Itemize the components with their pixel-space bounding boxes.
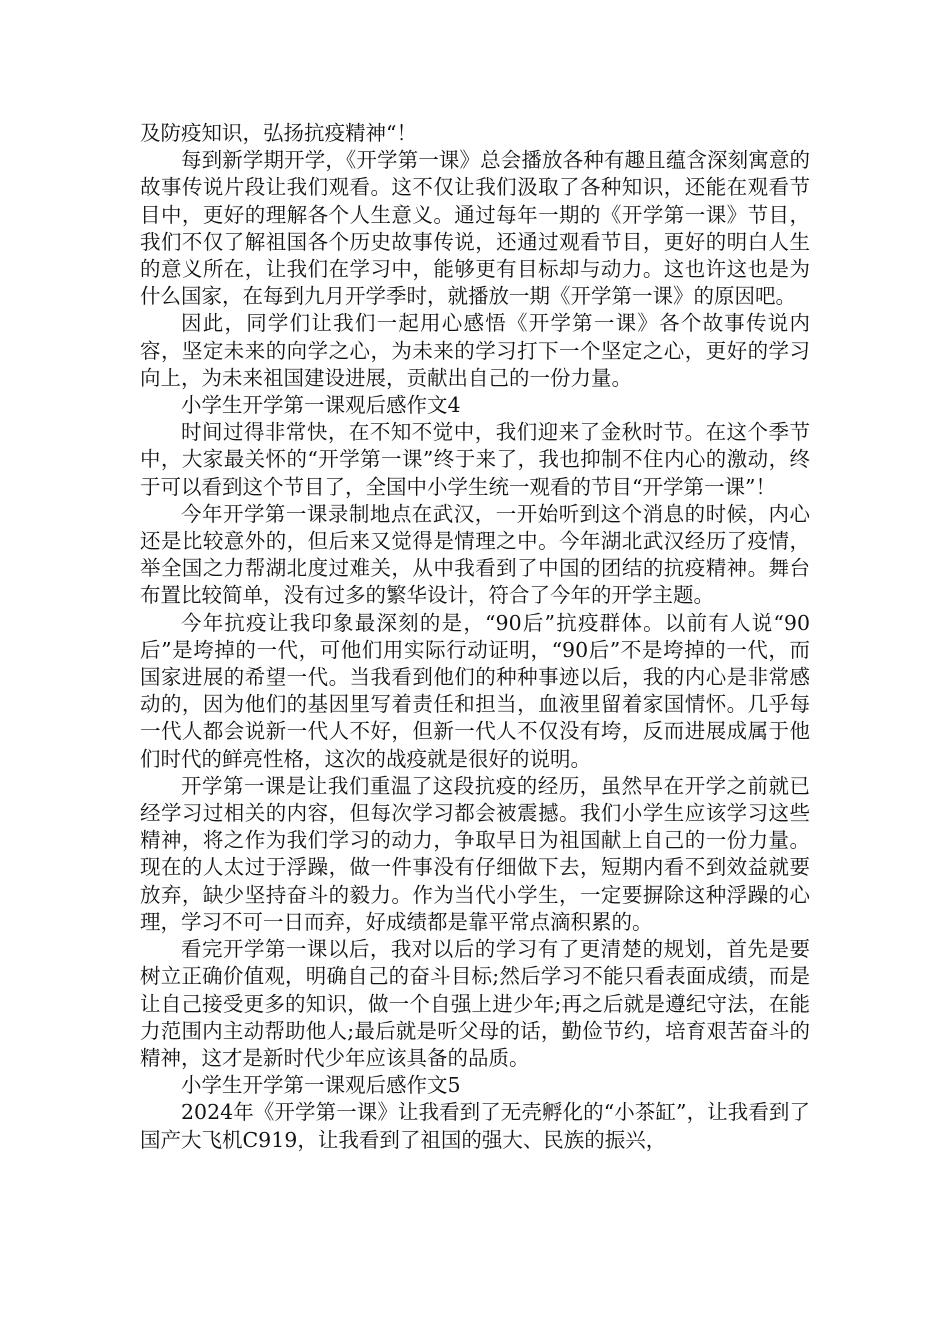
- document-page: [140, 120, 810, 1154]
- paragraph-5: 时间过得非常快，在不知不觉中，我们迎来了金秋时节。在这个季节中，大家最关怀的“开学第一课”终于来了，我也抑制不住内心的激动，终于可以看到这个节目了，全国中小学生统一观看的节目“开学第一课”！: [140, 420, 810, 499]
- paragraph-9: 看完开学第一课以后，我对以后的学习有了更清楚的规划，首先是要树立正确价值观，明确自己的奋斗目标;然后学习不能只看表面成绩，而是让自己接受更多的知识，做一个自强上进少年;再之后就是遵纪守法，在能力范围内主动帮助他人;最后就是听父母的话，勤俭节约，培育艰苦奋斗的精神，这才是新时代少年应该具备的品质。: [140, 937, 810, 1070]
- paragraph-6: 今年开学第一课录制地点在武汉，一开始听到这个消息的时候，内心还是比较意外的，但后来又觉得是情理之中。今年湖北武汉经历了疫情，举全国之力帮湖北度过难关，从中我看到了中国的团结的抗疫精神。舞台布置比较简单，没有过多的繁华设计，符合了今年的开学主题。: [140, 501, 810, 608]
- paragraph-8: 开学第一课是让我们重温了这段抗疫的经历，虽然早在开学之前就已经学习过相关的内容，但每次学习都会被震撼。我们小学生应该学习这些精神，将之作为我们学习的动力，争取早日为祖国献上自己的一份力量。现在的人太过于浮躁，做一件事没有仔细做下去，短期内看不到效益就要放弃，缺少坚持奋斗的毅力。作为当代小学生，一定要摒除这种浮躁的心理，学习不可一日而弃，好成绩都是靠平常点滴积累的。: [140, 773, 810, 934]
- paragraph-2: 每到新学期开学，《开学第一课》总会播放各种有趣且蕴含深刻寓意的故事传说片段让我们观看。这不仅让我们汲取了各种知识，还能在观看节目中，更好的理解各个人生意义。通过每年一期的《开学第一课》节目，我们不仅了解祖国各个历史故事传说，还通过观看节目，更好的明白人生的意义所在，让我们在学习中，能够更有目标却与动力。这也许这也是为什么国家，在每到九月开学季时，就播放一期《开学第一课》的原因吧。: [140, 148, 810, 309]
- section-heading-4: 小学生开学第一课观后感作文4: [181, 393, 461, 418]
- paragraph-3: 因此，同学们让我们一起用心感悟《开学第一课》各个故事传说内容，坚定未来的向学之心，为未来的学习打下一个坚定之心，更好的学习向上，为未来祖国建设进展，贡献出自己的一份力量。: [140, 311, 810, 390]
- section-heading-5: 小学生开学第一课观后感作文5: [181, 1073, 461, 1098]
- paragraph-7: 今年抗疫让我印象最深刻的是，“90后”抗疫群体。以前有人说“90后”是垮掉的一代，可他们用实际行动证明，“90后”不是垮掉的一代，而国家进展的希望一代。当我看到他们的种种事迹以后，我的内心是非常感动的，因为他们的基因里写着责任和担当，血液里留着家国情怀。几乎每一代人都会说新一代人不好，但新一代人不仅没有垮，反而进展成属于他们时代的鲜亮性格，这次的战疫就是很好的说明。: [140, 610, 810, 771]
- paragraph-11: 2024年《开学第一课》让我看到了无壳孵化的“小茶缸”，让我看到了国产大飞机C919，让我看到了祖国的强大、民族的振兴，: [140, 1100, 810, 1152]
- paragraph-1: 及防疫知识，弘扬抗疫精神“！: [140, 121, 417, 145]
